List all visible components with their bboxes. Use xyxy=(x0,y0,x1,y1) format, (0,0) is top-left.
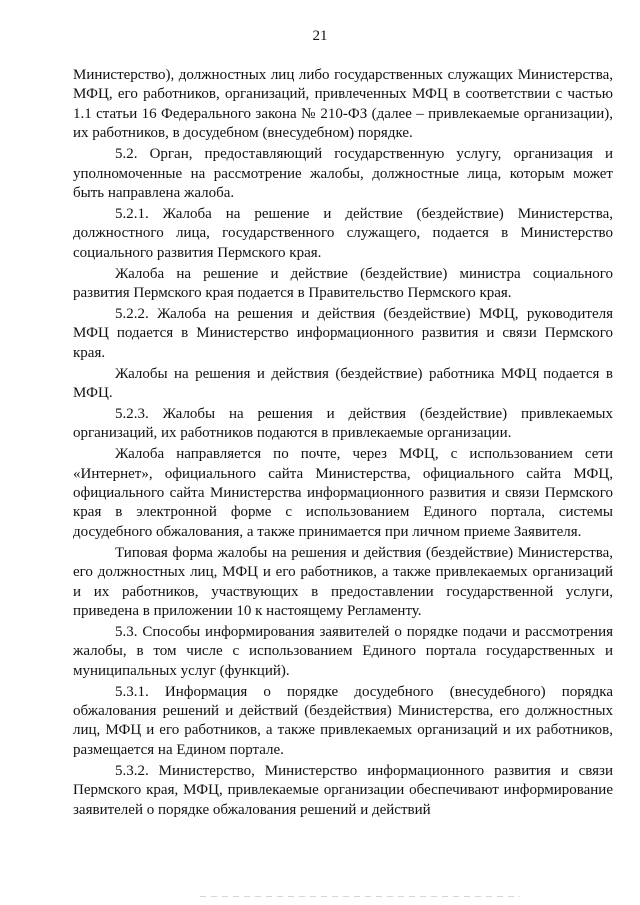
paragraph: 5.2.3. Жалобы на решения и действия (бездействие) привлекаемых организаций, их работников подаются в привлекаемые организации. xyxy=(73,405,613,442)
paragraph: 5.3.2. Министерство, Министерство информационного развития и связи Пермского края, МФЦ, привлекаемые организации обеспечивают информирование заявителей о порядке обжалования решений и действий xyxy=(73,762,613,818)
paragraph: Министерство), должностных лиц либо государственных служащих Министерства, МФЦ, его работников, организаций, привлеченных МФЦ в соответствии с частью 1.1 статьи 16 Федерального закона № 210-ФЗ (далее – привлекаемые организации), их работников, в досудебном (внесудебном) порядке. xyxy=(73,67,613,142)
paragraph: 5.2.1. Жалоба на решение и действие (бездействие) Министерства, должностного лица, государственного служащего, подается в Министерство социального развития Пермского края. xyxy=(73,205,613,261)
paragraph: Жалоба на решение и действие (бездействие) министра социального развития Пермского края подается в Правительство Пермского края. xyxy=(73,265,613,301)
paragraph: Жалоба направляется по почте, через МФЦ, с использованием сети «Интернет», официального сайта Министерства, официального сайта МФЦ, официального сайта Министерства информационного развития и связи Пермского края в электронной форме с использованием Единого портала, системы досудебного обжалования, а также принимается при личном приеме Заявителя. xyxy=(73,446,613,540)
paragraph: 5.3.1. Информация о порядке досудебного (внесудебного) порядка обжалования решений и действий (бездействия) Министерства, его должностных лиц, МФЦ и его работников, а также привлекаемых организаций и их работников, размещается на Едином портале. xyxy=(73,683,613,758)
paragraph: 5.3. Способы информирования заявителей о порядке подачи и рассмотрения жалобы, в том числе с использованием Единого портала государственных и муниципальных услуг (функций). xyxy=(73,623,613,679)
paragraph: 5.2. Орган, предоставляющий государственную услугу, организация и уполномоченные на рассмотрение жалобы, должностные лица, которым может быть направлена жалоба. xyxy=(73,146,613,201)
page-number: 21 xyxy=(312,28,328,44)
paragraph: Типовая форма жалобы на решения и действия (бездействие) Министерства, его должностных лиц, МФЦ и его работников, а также привлекаемых организаций и их работников, участвующих в предоставлении государственной услуги, приведена в приложении 10 к настоящему Регламенту. xyxy=(73,544,613,619)
scan-artifact-line xyxy=(200,896,520,897)
paragraph: Жалобы на решения и действия (бездействие) работника МФЦ подается в МФЦ. xyxy=(73,365,613,401)
document-body xyxy=(73,66,613,821)
paragraph: 5.2.2. Жалоба на решения и действия (бездействие) МФЦ, руководителя МФЦ подается в Министерство информационного развития и связи Пермского края. xyxy=(73,305,613,361)
